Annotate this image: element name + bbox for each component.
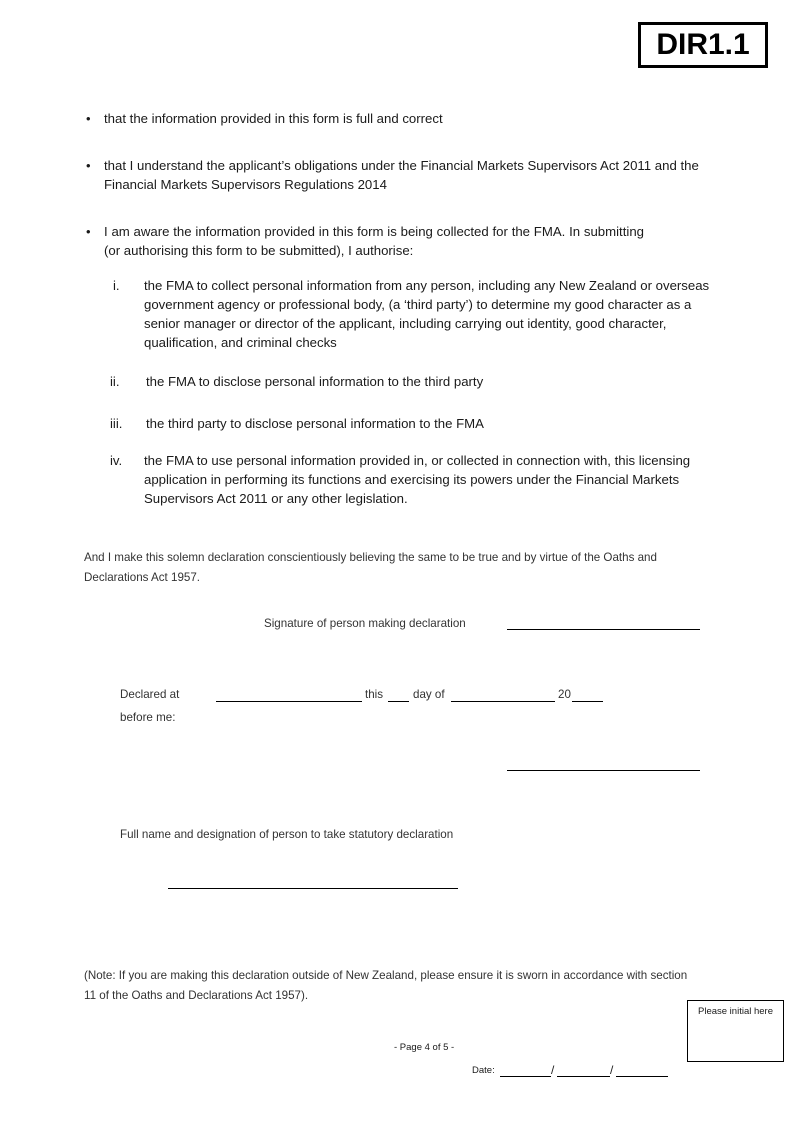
bullet-marker: • [86,158,91,173]
authorisation-item-3: the third party to disclose personal information to the FMA [146,416,484,431]
authorisation-item-1: the FMA to collect personal information from any person, including any New Zealand or overseas government agency or professional body, (a ‘third party’) to determine my good character as a senior manager or director of the applicant, including carrying out identity, good character, qualification, and criminal checks [144,278,710,350]
form-code-box: DIR1.1 [638,22,768,68]
year-prefix: 20 [558,688,571,701]
bullet-marker: • [86,111,91,126]
date-day-line[interactable] [500,1076,551,1077]
authorisation-numeral: iii. [110,416,123,431]
date-month-line[interactable] [557,1076,610,1077]
signature-label: Signature of person making declaration [264,617,466,630]
date-label: Date: [472,1065,495,1076]
bullet-item-2: that I understand the applicant’s obligations under the Financial Markets Supervisors Act 2011 and the Financial Markets Supervisors Regulations 2014 [104,158,699,192]
before-me-label: before me: [120,711,176,724]
month-line[interactable] [451,701,555,702]
authorisation-item-2: the FMA to disclose personal information to the third party [146,374,484,389]
date-year-line[interactable] [616,1076,668,1077]
authorisation-numeral: ii. [110,374,120,389]
day-of-label: day of [413,688,445,701]
initial-box[interactable] [687,1000,784,1062]
authorisation-numeral: i. [113,278,120,293]
solemn-declaration-text: And I make this solemn declaration conscientiously believing the same to be true and by virtue of the Oaths and Declarations Act 1957. [84,551,657,584]
full-name-line[interactable] [168,888,458,889]
bullet-marker: • [86,224,91,239]
authorisation-numeral: iv. [110,453,123,468]
declared-at-label: Declared at [120,688,180,701]
signature-line[interactable] [507,629,700,630]
authorisation-item-4: the FMA to use personal information provided in, or collected in connection with, this licensing application in performing its functions and exercising its powers under the Financial Markets Supervisors Act 2011 or any other legislation. [144,453,691,506]
day-number-line[interactable] [388,701,409,702]
initial-box-label: Please initial here [698,1006,773,1017]
page-number: - Page 4 of 5 - [394,1042,455,1053]
declared-at-place-line[interactable] [216,701,362,702]
full-name-label: Full name and designation of person to take statutory declaration [120,828,454,841]
date-separator: / [610,1063,614,1077]
year-line[interactable] [572,701,603,702]
note-text: (Note: If you are making this declaration outside of New Zealand, please ensure it is sworn in accordance with section 11 of the Oaths and Declarations Act 1957). [84,969,688,1002]
bullet-item-1: that the information provided in this form is full and correct [104,111,443,126]
date-separator: / [551,1063,555,1077]
bullet-item-3: I am aware the information provided in this form is being collected for the FMA. In submitting (or authorising this form to be submitted), I authorise: [104,224,644,258]
witness-signature-line[interactable] [507,770,700,771]
this-label: this [365,688,384,701]
